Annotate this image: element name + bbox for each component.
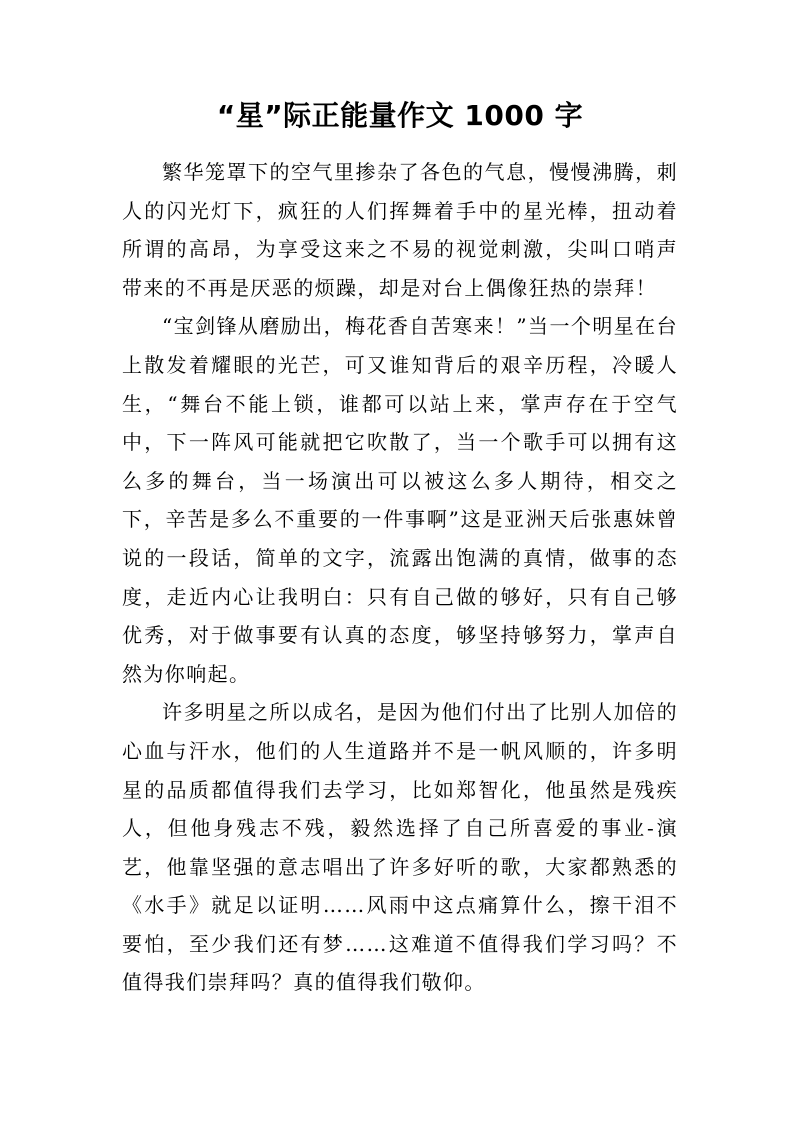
paragraph-3: 许多明星之所以成名，是因为他们付出了比别人加倍的心血与汗水，他们的人生道路并不是一帆风顺的，许多明星的品质都值得我们去学习，比如郑智化，他虽然是残疾人，但他身残志不残，毅然选择了自己所喜爱的事业-演艺，他靠坚强的意志唱出了许多好听的歌，大家都熟悉的《水手》就足以证明……风雨中这点痛算什么，擦干泪不要怕，至少我们还有梦……这难道不值得我们学习吗？不值得我们崇拜吗？真的值得我们敬仰。 <box>122 700 678 995</box>
document-body <box>122 153 678 1002</box>
document-title: “星”际正能量作文 1000 字 <box>216 99 584 132</box>
paragraph-1: 繁华笼罩下的空气里掺杂了各色的气息，慢慢沸腾，刺人的闪光灯下，疯狂的人们挥舞着手中的星光棒，扭动着所谓的高昂，为享受这来之不易的视觉刺激，尖叫口哨声带来的不再是厌恶的烦躁，却是对台上偶像狂热的崇拜！ <box>122 160 678 300</box>
paragraph-2: “宝剑锋从磨励出，梅花香自苦寒来！”当一个明星在台上散发着耀眼的光芒，可又谁知背后的艰辛历程，冷暖人生，“舞台不能上锁，谁都可以站上来，掌声存在于空气中，下一阵风可能就把它吹散了，当一个歌手可以拥有这么多的舞台，当一场演出可以被这么多人期待，相交之下，辛苦是多么不重要的一件事啊”这是亚洲天后张惠妹曾说的一段话，简单的文字，流露出饱满的真情，做事的态度，走近内心让我明白：只有自己做的够好，只有自己够优秀，对于做事要有认真的态度，够坚持够努力，掌声自然为你响起。 <box>122 314 678 686</box>
